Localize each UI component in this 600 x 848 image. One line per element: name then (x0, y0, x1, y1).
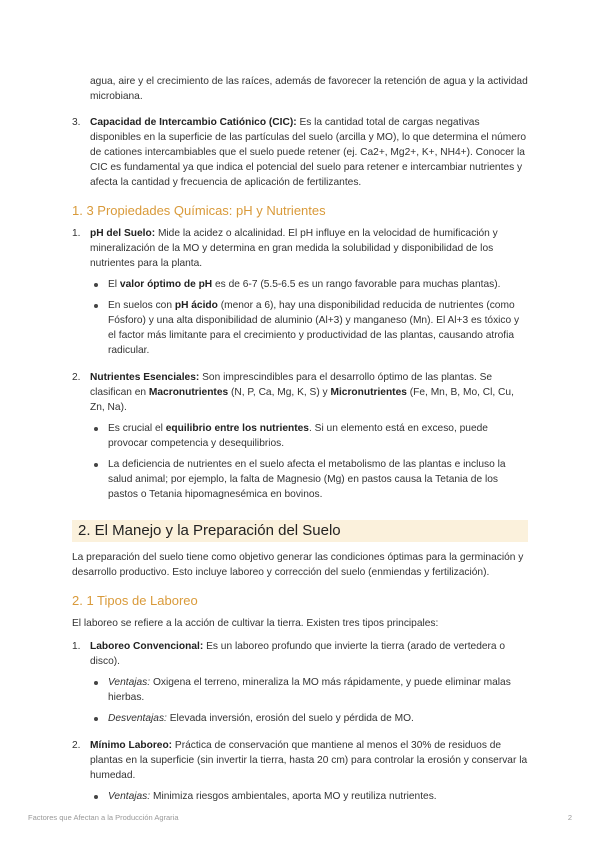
footer-title: Factores que Afectan a la Producción Agraria (28, 813, 179, 822)
bullet-item: Desventajas: Elevada inversión, erosión del suelo y pérdida de MO. (90, 711, 528, 726)
heading-1-3: 1. 3 Propiedades Químicas: pH y Nutrientes (72, 203, 326, 218)
bullet-item: Ventajas: Minimiza riesgos ambientales, aporta MO y reutiliza nutrientes. (90, 789, 528, 804)
page-number: 2 (567, 813, 572, 822)
bullet-dot-icon (90, 789, 108, 804)
section-2-intro: La preparación del suelo tiene como objetivo generar las condiciones óptimas para la germinación y desarrollo productivo. Esto incluye laboreo y corrección del suelo (enmiendas y fertilización). (72, 552, 524, 578)
list-number: 1. (72, 641, 81, 652)
bullet-item: En suelos con pH ácido (menor a 6), hay una disponibilidad reducida de nutrientes (como Fósforo) y una alta disponibilidad de aluminio (Al+3) y manganeso (Mn). El Al+3 es tóxico y el factor más limitante para el crecimiento y productividad de las plantas, causando atrofia radicular. (90, 298, 528, 358)
bullet-item: La deficiencia de nutrientes en el suelo afecta el metabolismo de las plantas e incluso la salud animal; por ejemplo, la falta de Magnesio (Mg) en pastos causa la Tetania de los pastos o Tetania hipomagnesémica en bovinos. (90, 457, 528, 502)
bullet-item: El valor óptimo de pH es de 6-7 (5.5-6.5 es un rango favorable para muchas plantas). (90, 277, 528, 292)
list-item-minimum: 2. Mínimo Laboreo: Práctica de conservación que mantiene al menos el 30% de residuos de plantas en la superficie (sin invertir la tierra, hasta 20 cm) para controlar la erosión y conservar la humedad. Ventajas: Minimiza riesgos ambientales, aporta MO y reutiliza nutrientes. (72, 738, 528, 810)
bullet-item: Es crucial el equilibrio entre los nutrientes. Si un elemento está en exceso, puede provocar competencia y desequilibrios. (90, 421, 528, 451)
bullet-dot-icon (90, 711, 108, 726)
heading-2-1: 2. 1 Tipos de Laboreo (72, 593, 198, 608)
list-item-conventional: 1. Laboreo Convencional: Es un laboreo profundo que invierte la tierra (arado de vertedera o disco). Ventajas: Oxigena el terreno, mineraliza la MO más rápidamente, y puede eliminar malas hierbas. Desventajas: Elevada inversión, erosión del suelo y pérdida de MO. (72, 639, 528, 732)
page-footer (28, 810, 572, 825)
bullet-dot-icon (90, 298, 108, 358)
list-item-cic (72, 115, 528, 190)
list-number: 1. (72, 228, 81, 239)
bullet-dot-icon (90, 457, 108, 502)
bullet-dot-icon (90, 675, 108, 705)
list-number: 3. (72, 117, 81, 128)
list-item-nutrients: 2. Nutrientes Esenciales: Son imprescindibles para el desarrollo óptimo de las plantas. Se clasifican en Macronutrientes (N, P, Ca, Mg, K, S) y Micronutrientes (Fe, Mn, B, Mo, Cl, Cu, Zn, Na). Es crucial el equilibrio entre los nutrientes. Si un elemento está en exceso, puede provocar competencia y desequilibrios. La deficiencia de nutrientes en el suelo afecta el metabolismo de las plantas e incluso la salud animal; por ejemplo, la falta de Magnesio (Mg) en pastos causa la Tetania de los pastos o Tetania hipomagnesémica en bovinos. (72, 370, 528, 508)
bullet-item: Ventajas: Oxigena el terreno, mineraliza la MO más rápidamente, y puede eliminar malas hierbas. (90, 675, 528, 705)
term-conventional: Laboreo Convencional: (90, 641, 204, 652)
bullet-dot-icon (90, 277, 108, 292)
text-ph: Mide la acidez o alcalinidad. El pH influye en la velocidad de humificación y mineralización de la MO y determina en gran medida la solubilidad y disponibilidad de los nutrientes para la planta. (90, 228, 498, 269)
term-nutrients: Nutrientes Esenciales: (90, 372, 200, 383)
list-item-ph (72, 226, 528, 364)
heading-2: 2. El Manejo y la Preparación del Suelo (72, 520, 528, 542)
document-page (72, 74, 528, 816)
list-number: 2. (72, 740, 81, 751)
term-ph: pH del Suelo: (90, 228, 156, 239)
paragraph-continuation: agua, aire y el crecimiento de las raíces, además de favorecer la retención de agua y la actividad microbiana. (90, 76, 528, 102)
text-cic: Es la cantidad total de cargas negativas disponibles en la superficie de las partículas del suelo (arcilla y MO), lo que determina el número de cationes intercambiables que el suelo puede retener (ej. Ca2+, Mg2+, K+, NH4+). Conocer la CIC es fundamental ya que indica el potencial del suelo para retener e intercambiar nutrientes y afecta la cantidad y frecuencia de aplicación de fertilizantes. (90, 117, 527, 188)
term-minimum: Mínimo Laboreo: (90, 740, 173, 751)
bullet-dot-icon (90, 421, 108, 451)
section-2-1-intro: El laboreo se refiere a la acción de cultivar la tierra. Existen tres tipos principales: (72, 618, 439, 629)
list-number: 2. (72, 372, 81, 383)
term-cic: Capacidad de Intercambio Catiónico (CIC): (90, 117, 297, 128)
